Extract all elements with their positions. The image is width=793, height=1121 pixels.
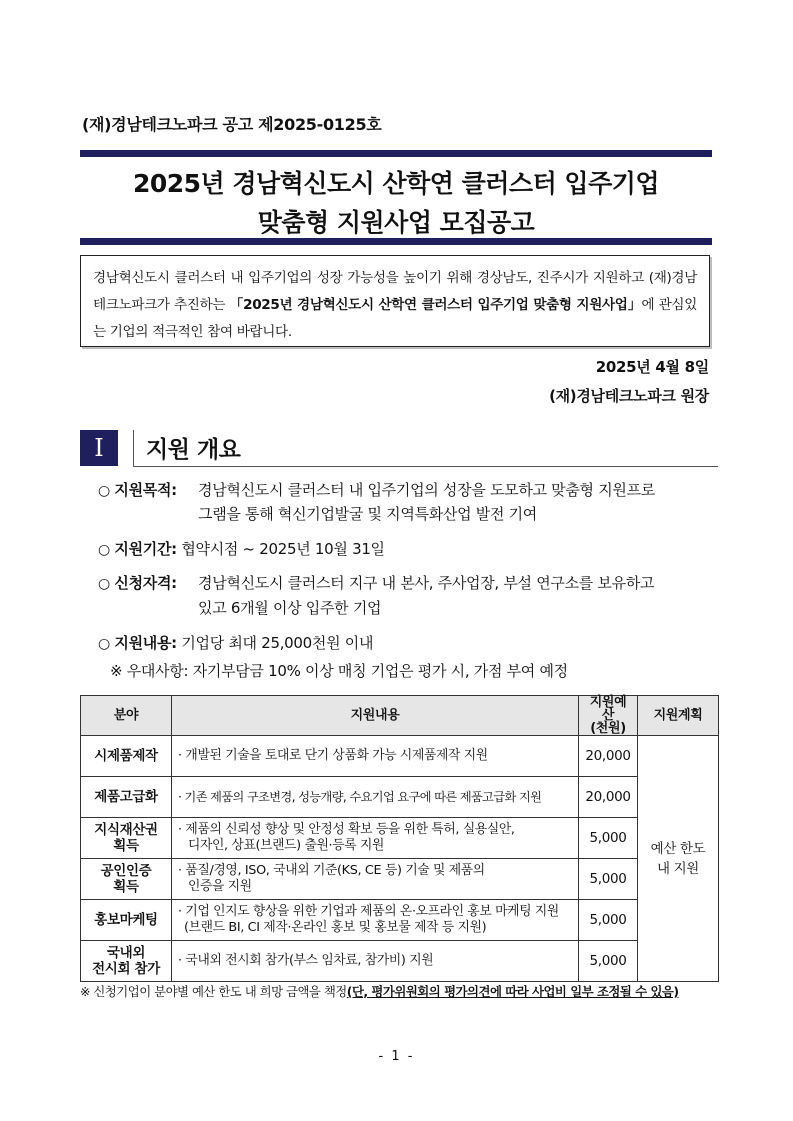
row-category — [81, 818, 172, 859]
content-line-2: 인증을 지원 — [188, 879, 252, 894]
category-line-1: 국내외 — [106, 945, 146, 961]
table-row — [81, 736, 719, 777]
table-row — [81, 941, 719, 982]
title-top-bar — [80, 150, 712, 157]
content-line-1: · 국내외 전시회 참가(부스 임차료, 참가비) 지원 — [178, 953, 434, 968]
content-line-1: · 제품의 신뢰성 향상 및 안정성 확보 등을 위한 특허, 실용실안, — [178, 822, 515, 837]
support-table — [80, 695, 719, 982]
row-budget: 5,000 — [579, 818, 638, 859]
circle-bullet-icon: ○ — [98, 576, 110, 592]
footnote-emphasis: (단, 평가위원회의 평가의견에 따라 사업비 일부 조정될 수 있음) — [346, 984, 679, 999]
row-budget: 20,000 — [579, 736, 638, 777]
content-value: 기업당 최대 25,000천원 이내 — [181, 634, 374, 652]
category-line-1: 제품고급화 — [94, 789, 158, 805]
eligibility-text-1: 경남혁신도시 클러스터 지구 내 본사, 주사업장, 부설 연구소를 보유하고 — [198, 574, 655, 592]
header-budget — [579, 696, 638, 736]
category-line-1: 공인인증 — [100, 863, 152, 879]
row-category — [81, 777, 172, 818]
intro-text-after: 에 관심있는 기업의 적극적인 참여 바랍니다. — [93, 297, 697, 340]
category-line-2: 획득 — [113, 838, 139, 854]
plan-line-1: 예산 한도 — [650, 840, 706, 857]
bullet-period — [98, 537, 385, 562]
content-line-2: (브랜드 BI, CI 제작·온라인 홍보 및 홍보물 제작 등 지원) — [184, 920, 487, 935]
purpose-text-2: 그램을 통해 혁신기업발굴 및 지역특화산업 발전 기여 — [198, 505, 537, 523]
title-bottom-bar — [80, 238, 712, 245]
title-line-2: 맞춤형 지원사업 모집공고 — [257, 208, 535, 237]
eligibility-label: 신청자격: — [114, 574, 177, 592]
row-budget: 5,000 — [579, 941, 638, 982]
bullet-eligibility — [98, 571, 177, 596]
circle-bullet-icon: ○ — [98, 636, 110, 652]
category-line-1: 시제품제작 — [94, 748, 158, 764]
content-line-1: · 기업 인지도 향상을 위한 기업과 제품의 온·오프라인 홍보 마케팅 지원 — [178, 904, 559, 919]
announcement-date: 2025년 4월 8일 — [595, 358, 709, 376]
title-line-1: 2025년 경남혁신도시 산학연 클러스터 입주기업 — [132, 169, 660, 198]
header-budget-line-1: 지원예산 — [589, 695, 627, 723]
row-content — [172, 859, 579, 900]
header-plan: 지원계획 — [638, 696, 719, 736]
purpose-label: 지원목적: — [114, 481, 177, 499]
table-row — [81, 859, 719, 900]
period-value: 협약시점 ~ 2025년 10월 31일 — [181, 540, 385, 558]
intro-box — [80, 255, 710, 347]
content-line-2: 디자인, 상표(브랜드) 출원·등록 지원 — [188, 838, 385, 853]
intro-text-before: 경남혁신도시 클러스터 내 입주기업의 성장 가능성을 높이기 위해 경상남도, 진주시가 지원하고 (재)경남테크노파크가 추진하는 — [93, 270, 697, 313]
header-category: 분야 — [81, 696, 172, 736]
period-label: 지원기간: — [114, 540, 177, 558]
table-row — [81, 818, 719, 859]
preference-note: ※ 우대사항: 자기부담금 10% 이상 매칭 기업은 평가 시, 가점 부여 예정 — [110, 662, 568, 680]
content-label: 지원내용: — [114, 634, 177, 652]
eligibility-text-2: 있고 6개월 이상 입주한 기업 — [198, 599, 382, 617]
section-divider-line — [133, 430, 134, 466]
row-budget: 5,000 — [579, 859, 638, 900]
circle-bullet-icon: ○ — [98, 483, 110, 499]
table-row — [81, 900, 719, 941]
row-budget: 20,000 — [579, 777, 638, 818]
table-row — [81, 777, 719, 818]
row-category — [81, 941, 172, 982]
row-content — [172, 941, 579, 982]
section-number-badge: I — [80, 430, 118, 466]
page-number: - 1 - — [378, 1049, 415, 1064]
circle-bullet-icon: ○ — [98, 542, 110, 558]
footnote-text: ※ 신청기업이 분야별 예산 한도 내 희망 금액을 책정 — [80, 984, 347, 999]
header-budget-line-2: (천원) — [590, 721, 626, 736]
table-footnote — [80, 982, 679, 1000]
row-content — [172, 818, 579, 859]
header-content: 지원내용 — [172, 696, 579, 736]
category-line-1: 지식재산권 — [94, 822, 158, 838]
row-content — [172, 900, 579, 941]
issuer-name: (재)경남테크노파크 원장 — [549, 387, 709, 405]
row-category — [81, 900, 172, 941]
row-category — [81, 736, 172, 777]
category-line-1: 홍보마케팅 — [94, 912, 158, 928]
purpose-text-1: 경남혁신도시 클러스터 내 입주기업의 성장을 도모하고 맞춤형 지원프로 — [198, 481, 655, 499]
row-category — [81, 859, 172, 900]
row-content — [172, 736, 579, 777]
row-budget: 5,000 — [579, 900, 638, 941]
table-header-row — [81, 696, 719, 736]
content-line-1: · 개발된 기술을 토대로 단기 상품화 가능 시제품제작 지원 — [178, 748, 488, 763]
category-line-2: 전시회 참가 — [92, 961, 160, 977]
section-underline — [133, 466, 718, 467]
row-content — [172, 777, 579, 818]
bullet-purpose — [98, 478, 177, 503]
content-line-1: · 기존 제품의 구조변경, 성능개량, 수요기업 요구에 따른 제품고급화 지원 — [178, 790, 542, 804]
support-plan — [638, 736, 719, 982]
notice-number: (재)경남테크노파크 공고 제2025-0125호 — [82, 115, 382, 134]
intro-project-name: 「2025년 경남혁신도시 산학연 클러스터 입주기업 맞춤형 지원사업」 — [229, 297, 642, 313]
category-line-2: 획득 — [113, 879, 139, 895]
content-line-1: · 품질/경영, ISO, 국내외 기준(KS, CE 등) 기술 및 제품의 — [178, 863, 485, 878]
plan-line-2: 내 지원 — [656, 860, 699, 877]
bullet-content — [98, 631, 373, 656]
section-title: 지원 개요 — [146, 437, 241, 463]
